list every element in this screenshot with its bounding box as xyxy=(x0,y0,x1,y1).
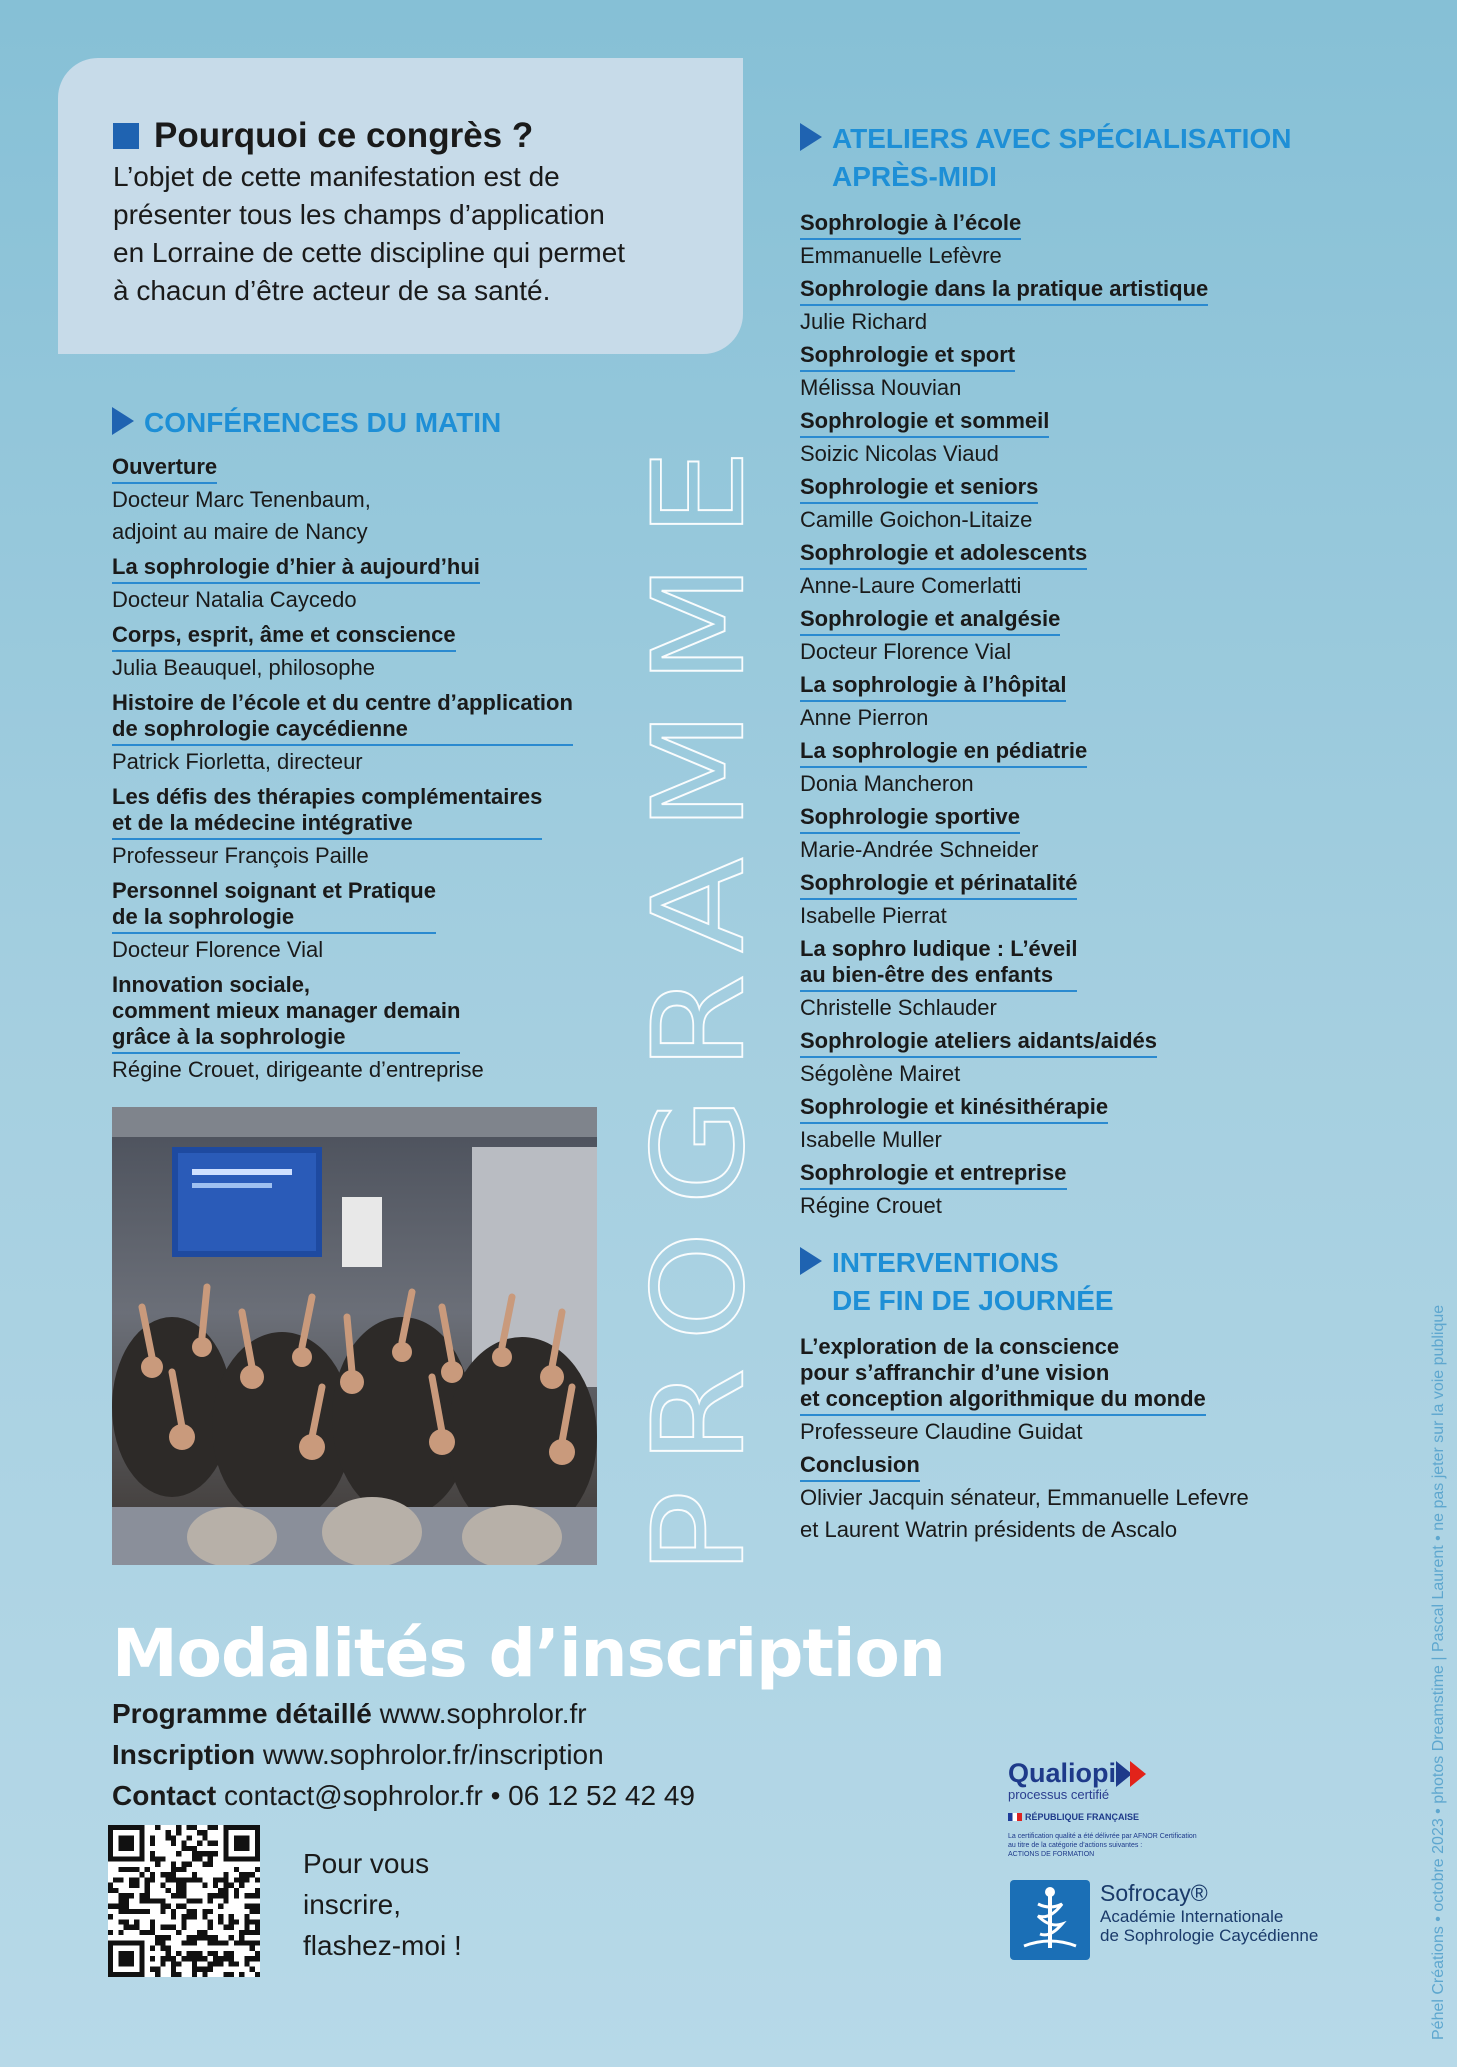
entry-title: Sophrologie et adolescents xyxy=(800,540,1087,570)
afternoon-heading xyxy=(800,120,1340,196)
entry-speaker: Professeur François Paille xyxy=(112,843,369,868)
intro-box xyxy=(58,58,743,354)
program-entry xyxy=(800,606,1340,668)
program-entry xyxy=(800,1334,1340,1448)
morning-list xyxy=(112,454,632,1086)
inscription-details xyxy=(112,1693,695,1816)
entry-speaker: Docteur Marc Tenenbaum, adjoint au maire de Nancy xyxy=(112,487,371,544)
programme-vertical-title xyxy=(626,423,773,1575)
entry-speaker: Olivier Jacquin sénateur, Emmanuelle Lefevre et Laurent Watrin présidents de Ascalo xyxy=(800,1485,1249,1542)
republic-label xyxy=(1008,1812,1258,1822)
program-entry xyxy=(800,870,1340,932)
qr-code-icon xyxy=(108,1825,260,1977)
entry-speaker: Isabelle Muller xyxy=(800,1127,942,1152)
program-entry xyxy=(800,1028,1340,1090)
qualiopi-arrows-icon xyxy=(1116,1759,1156,1789)
program-entry xyxy=(800,672,1340,734)
entry-title: La sophro ludique : L’éveil au bien-être des enfants xyxy=(800,936,1077,992)
inscription-title: Modalités d’inscription xyxy=(112,1615,945,1692)
evening-heading xyxy=(800,1244,1340,1320)
qualiopi-cert: La certification qualité a été délivrée par AFNOR Certification au titre de la catégorie d’actions suivantes : ACTIONS DE FORMATION xyxy=(1008,1833,1197,1858)
entry-speaker: Docteur Florence Vial xyxy=(800,639,1012,664)
entry-title: Ouverture xyxy=(112,454,217,484)
qualiopi-logo xyxy=(1008,1758,1258,1859)
program-line xyxy=(112,1693,695,1734)
entry-speaker: Patrick Fiorletta, directeur xyxy=(112,749,363,774)
program-entry xyxy=(800,1094,1340,1156)
triangle-bullet-icon xyxy=(800,123,822,151)
sofrocay-badge-icon xyxy=(1010,1880,1090,1960)
entry-speaker: Anne-Laure Comerlatti xyxy=(800,573,1022,598)
inscription-link[interactable]: www.sophrolor.fr/inscription xyxy=(262,1739,604,1770)
entry-title: Sophrologie et kinésithérapie xyxy=(800,1094,1108,1124)
program-entry xyxy=(800,276,1340,338)
entry-title: Sophrologie et entreprise xyxy=(800,1160,1067,1190)
entry-title: Histoire de l’école et du centre d’application de sophrologie caycédienne xyxy=(112,690,573,746)
program-entry xyxy=(800,342,1340,404)
program-entry xyxy=(800,540,1340,602)
entry-title: Conclusion xyxy=(800,1452,920,1482)
sofrocay-logo xyxy=(1010,1880,1318,1960)
entry-speaker: Docteur Florence Vial xyxy=(112,937,324,962)
entry-speaker: Professeure Claudine Guidat xyxy=(800,1419,1083,1444)
entry-title: Sophrologie et périnatalité xyxy=(800,870,1077,900)
square-bullet-icon xyxy=(113,123,139,149)
program-entry xyxy=(800,1160,1340,1222)
audience-illustration xyxy=(112,1107,597,1565)
entry-title: Sophrologie sportive xyxy=(800,804,1020,834)
qr-code[interactable] xyxy=(108,1825,260,1977)
credits-text: Péhel Créations • octobre 2023 • photos Dreamstime | Pascal Laurent • ne pas jeter sur la voie publique xyxy=(1430,1304,1447,2040)
entry-title: La sophrologie d’hier à aujourd’hui xyxy=(112,554,480,584)
entry-title: La sophrologie à l’hôpital xyxy=(800,672,1066,702)
programme-word: PROGRAMME xyxy=(626,423,773,1575)
triangle-bullet-icon xyxy=(800,1247,822,1275)
conference-photo xyxy=(112,1107,597,1565)
morning-heading xyxy=(112,404,632,442)
republic-text: RÉPUBLIQUE FRANÇAISE xyxy=(1025,1812,1140,1822)
evening-heading-text: INTERVENTIONS DE FIN DE JOURNÉE xyxy=(832,1247,1114,1316)
program-entry xyxy=(112,784,632,872)
sofrocay-line2: de Sophrologie Caycédienne xyxy=(1100,1926,1319,1945)
program-entry xyxy=(800,738,1340,800)
entry-speaker: Isabelle Pierrat xyxy=(800,903,947,928)
program-entry xyxy=(112,972,632,1086)
program-entry xyxy=(800,804,1340,866)
entry-speaker: Julia Beauquel, philosophe xyxy=(112,655,375,680)
inscription-line xyxy=(112,1734,695,1775)
entry-speaker: Julie Richard xyxy=(800,309,928,334)
intro-heading xyxy=(113,116,703,156)
afternoon-list xyxy=(800,210,1340,1222)
entry-title: Sophrologie dans la pratique artistique xyxy=(800,276,1208,306)
program-label: Programme détaillé xyxy=(112,1698,372,1729)
flash-text: Pour vous inscrire, flashez-moi ! xyxy=(303,1848,462,1961)
afternoon-section xyxy=(800,120,1340,1546)
contact-value[interactable]: contact@sophrolor.fr • 06 12 52 42 49 xyxy=(224,1780,695,1811)
intro-text: L’objet de cette manifestation est de présenter tous les champs d’application en Lorraine de cette discipline qui permet à chacun d’être acteur de sa santé. xyxy=(113,161,626,306)
entry-title: La sophrologie en pédiatrie xyxy=(800,738,1087,768)
afternoon-heading-text: ATELIERS AVEC SPÉCIALISATION APRÈS-MIDI xyxy=(832,123,1292,192)
entry-speaker: Emmanuelle Lefèvre xyxy=(800,243,1002,268)
program-entry xyxy=(800,408,1340,470)
program-entry xyxy=(800,210,1340,272)
program-entry xyxy=(112,454,632,548)
inscription-label: Inscription xyxy=(112,1739,256,1770)
program-link[interactable]: www.sophrolor.fr xyxy=(379,1698,587,1729)
morning-heading-text: CONFÉRENCES DU MATIN xyxy=(144,407,502,438)
entry-speaker: Soizic Nicolas Viaud xyxy=(800,441,999,466)
entry-speaker: Ségolène Mairet xyxy=(800,1061,961,1086)
entry-speaker: Christelle Schlauder xyxy=(800,995,997,1020)
sofrocay-line1: Académie Internationale xyxy=(1100,1907,1284,1926)
evening-list xyxy=(800,1334,1340,1546)
entry-title: L’exploration de la conscience pour s’affranchir d’une vision et conception algorithmique du monde xyxy=(800,1334,1206,1416)
entry-speaker: Mélissa Nouvian xyxy=(800,375,962,400)
entry-title: Sophrologie et sport xyxy=(800,342,1015,372)
program-entry xyxy=(112,622,632,684)
entry-title: Sophrologie et analgésie xyxy=(800,606,1060,636)
program-entry xyxy=(800,1452,1340,1546)
french-flag-icon xyxy=(1008,1813,1022,1821)
entry-title: Corps, esprit, âme et conscience xyxy=(112,622,456,652)
entry-speaker: Donia Mancheron xyxy=(800,771,974,796)
sofrocay-name: Sofrocay® xyxy=(1100,1880,1208,1906)
entry-title: Sophrologie et seniors xyxy=(800,474,1038,504)
program-entry xyxy=(112,878,632,966)
program-entry xyxy=(800,936,1340,1024)
entry-title: Sophrologie ateliers aidants/aidés xyxy=(800,1028,1157,1058)
entry-title: Innovation sociale, comment mieux manager demain grâce à la sophrologie xyxy=(112,972,460,1054)
program-entry xyxy=(112,690,632,778)
qualiopi-name: Qualiopi xyxy=(1008,1758,1116,1788)
morning-section xyxy=(112,404,632,1086)
entry-speaker: Marie-Andrée Schneider xyxy=(800,837,1039,862)
qualiopi-subtitle: processus certifié xyxy=(1008,1787,1110,1802)
entry-speaker: Régine Crouet xyxy=(800,1193,942,1218)
entry-title: Sophrologie à l’école xyxy=(800,210,1021,240)
entry-speaker: Régine Crouet, dirigeante d’entreprise xyxy=(112,1057,484,1082)
entry-title: Les défis des thérapies complémentaires et de la médecine intégrative xyxy=(112,784,542,840)
entry-title: Sophrologie et sommeil xyxy=(800,408,1049,438)
contact-label: Contact xyxy=(112,1780,217,1811)
triangle-bullet-icon xyxy=(112,407,134,435)
intro-title: Pourquoi ce congrès ? xyxy=(154,116,534,155)
program-entry xyxy=(800,474,1340,536)
entry-title: Personnel soignant et Pratique de la sophrologie xyxy=(112,878,436,934)
program-entry xyxy=(112,554,632,616)
entry-speaker: Anne Pierron xyxy=(800,705,929,730)
contact-line xyxy=(112,1775,695,1816)
entry-speaker: Docteur Natalia Caycedo xyxy=(112,587,357,612)
entry-speaker: Camille Goichon-Litaize xyxy=(800,507,1033,532)
